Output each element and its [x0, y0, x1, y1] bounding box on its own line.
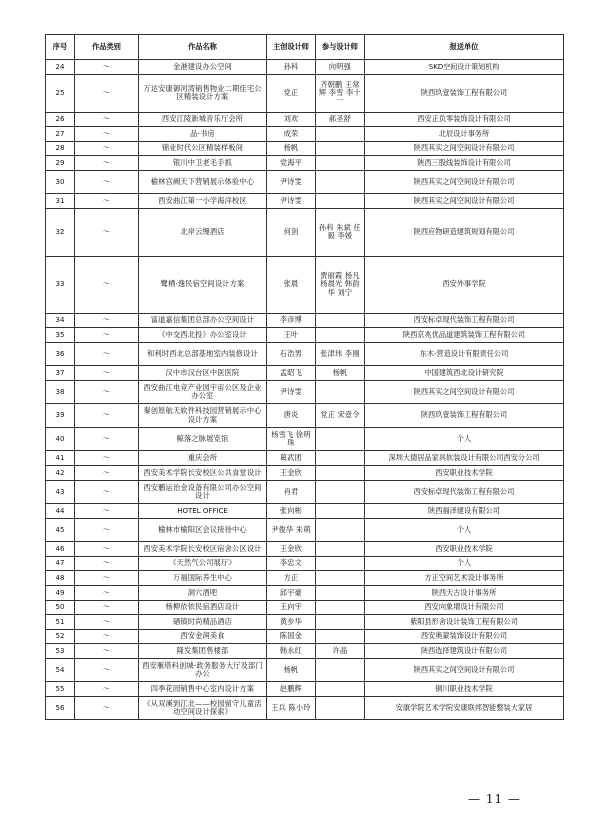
cell-title: 榆林宫阙天下营销展示体验中心	[139, 170, 267, 194]
table-row	[46, 427, 564, 451]
cell-designer: 葛武团	[267, 451, 316, 466]
cell-participants	[316, 427, 365, 451]
cell-category: ～	[75, 571, 139, 586]
cell-category: ～	[75, 518, 139, 542]
cell-title: 硒镇时尚精品酒店	[139, 615, 267, 630]
cell-unit: 方正空间艺术设计事务所	[365, 571, 564, 586]
table-row	[46, 585, 564, 600]
cell-title: 《中交西北投》办公室设计	[139, 328, 267, 343]
cell-designer: 孙科	[267, 60, 316, 75]
cell-title: 西安鹏运治金设备有限公司办公空间设计	[139, 480, 267, 504]
cell-no: 54	[46, 658, 75, 682]
cell-title: 品·书房	[139, 127, 267, 142]
cell-category: ～	[75, 194, 139, 209]
cell-designer: 肖君	[267, 480, 316, 504]
cell-unit: 西安标卓现代装饰工程有限公司	[365, 313, 564, 328]
cell-participants	[316, 380, 365, 404]
cell-participants	[316, 600, 365, 615]
cell-category: ～	[75, 141, 139, 156]
cell-category: ～	[75, 313, 139, 328]
cell-designer: 赵鹏辉	[267, 682, 316, 697]
header-designer: 主创设计师	[267, 35, 316, 60]
cell-title: 万福国际养生中心	[139, 571, 267, 586]
table-row	[46, 518, 564, 542]
cell-designer: 黄步华	[267, 615, 316, 630]
cell-participants	[316, 328, 365, 343]
cell-no: 48	[46, 571, 75, 586]
cell-participants: 向明强	[316, 60, 365, 75]
table-row	[46, 658, 564, 682]
cell-designer: 尹诗雯	[267, 194, 316, 209]
cell-participants	[316, 170, 365, 194]
cell-category: ～	[75, 112, 139, 127]
cell-no: 37	[46, 366, 75, 381]
page-number: — 11 —	[468, 792, 521, 806]
cell-unit: 个人	[365, 556, 564, 571]
cell-designer: 石浩男	[267, 342, 316, 366]
cell-designer: 刘欢	[267, 112, 316, 127]
cell-category: ～	[75, 328, 139, 343]
cell-unit: 西安职业技术学院	[365, 465, 564, 480]
cell-category: ～	[75, 585, 139, 600]
cell-participants	[316, 127, 365, 142]
cell-unit: 陕西福泽建设有限公司	[365, 504, 564, 519]
cell-category: ～	[75, 127, 139, 142]
table-row	[46, 256, 564, 313]
cell-no: 45	[46, 518, 75, 542]
table-row	[46, 141, 564, 156]
cell-unit: 陕西京兆优品道建筑装饰工程有限公司	[365, 328, 564, 343]
table-row	[46, 465, 564, 480]
cell-designer: 尹俊华 朱萌	[267, 518, 316, 542]
cell-category: ～	[75, 629, 139, 644]
cell-no: 26	[46, 112, 75, 127]
cell-participants	[316, 480, 365, 504]
cell-no: 33	[46, 256, 75, 313]
cell-participants: 党正 宋壹令	[316, 404, 365, 428]
table-row	[46, 542, 564, 557]
cell-participants: 杨帆	[316, 366, 365, 381]
cell-designer: 杨雪飞 徐明珠	[267, 427, 316, 451]
table-row	[46, 127, 564, 142]
cell-title: 汉中市汉台区中医医院	[139, 366, 267, 381]
cell-category: ～	[75, 156, 139, 171]
cell-unit: 陕西其实之间空间设计有限公司	[365, 380, 564, 404]
cell-participants: 孙科 朱斌 任毅 李媛	[316, 209, 365, 257]
cell-category: ～	[75, 427, 139, 451]
cell-title: 隆发集团售楼部	[139, 644, 267, 659]
table-row	[46, 380, 564, 404]
header-category: 作品类别	[75, 35, 139, 60]
table-row	[46, 209, 564, 257]
cell-participants	[316, 615, 365, 630]
cell-designer: 杨帆	[267, 141, 316, 156]
cell-title: 鲸落之脉展览馆	[139, 427, 267, 451]
cell-designer: 成荣	[267, 127, 316, 142]
table-row	[46, 342, 564, 366]
cell-no: 43	[46, 480, 75, 504]
awards-table	[45, 34, 564, 720]
cell-category: ～	[75, 682, 139, 697]
document-page	[45, 34, 563, 720]
cell-unit: 紫阳县形舍设计装饰工程有限公司	[365, 615, 564, 630]
cell-no: 27	[46, 127, 75, 142]
cell-designer: 尹诗雯	[267, 170, 316, 194]
cell-designer: 邱宇豪	[267, 585, 316, 600]
cell-designer: 方正	[267, 571, 316, 586]
cell-category: ～	[75, 600, 139, 615]
table-row	[46, 629, 564, 644]
cell-category: ～	[75, 60, 139, 75]
cell-category: ～	[75, 556, 139, 571]
table-row	[46, 600, 564, 615]
cell-no: 56	[46, 696, 75, 720]
table-row	[46, 404, 564, 428]
table-row	[46, 571, 564, 586]
cell-participants	[316, 629, 365, 644]
cell-participants: 张津玮 李刚	[316, 342, 365, 366]
cell-unit: 北辰设计事务所	[365, 127, 564, 142]
cell-participants	[316, 585, 365, 600]
cell-participants	[316, 465, 365, 480]
cell-title: 《天然气公司展厅》	[139, 556, 267, 571]
cell-no: 31	[46, 194, 75, 209]
cell-designer: 王金欣	[267, 465, 316, 480]
cell-participants: 贾丽霞 杨凡 杨晨光 韩韵华 刘宁	[316, 256, 365, 313]
cell-category: ～	[75, 504, 139, 519]
cell-title: 银川中卫老毛手抓	[139, 156, 267, 171]
cell-title: 西安美术学院长安校区宿舍公区设计	[139, 542, 267, 557]
cell-participants	[316, 141, 365, 156]
cell-category: ～	[75, 480, 139, 504]
cell-no: 32	[46, 209, 75, 257]
cell-title: 榆林市榆阳区会议接待中心	[139, 518, 267, 542]
cell-designer: 党海平	[267, 156, 316, 171]
cell-title: 锦业时代公区精装样板间	[139, 141, 267, 156]
cell-no: 50	[46, 600, 75, 615]
cell-designer: 唐炎	[267, 404, 316, 428]
table-row	[46, 556, 564, 571]
cell-title: 西安曲江第一小学海洋校区	[139, 194, 267, 209]
table-row	[46, 682, 564, 697]
cell-title: 重庆会所	[139, 451, 267, 466]
cell-title: 四季花园销售中心室内设计方案	[139, 682, 267, 697]
header-title: 作品名称	[139, 35, 267, 60]
cell-title: 洞穴酒吧	[139, 585, 267, 600]
cell-participants	[316, 542, 365, 557]
cell-unit: 陕西其实之间空间设计有限公司	[365, 194, 564, 209]
cell-no: 36	[46, 342, 75, 366]
cell-no: 55	[46, 682, 75, 697]
cell-no: 44	[46, 504, 75, 519]
cell-no: 29	[46, 156, 75, 171]
cell-no: 24	[46, 60, 75, 75]
cell-category: ～	[75, 658, 139, 682]
cell-participants: 郝圣舒	[316, 112, 365, 127]
cell-title: 秦创原航天软件科技园营销展示中心设计方案	[139, 404, 267, 428]
cell-designer: 何剑	[267, 209, 316, 257]
cell-unit: 陕西其实之间空间设计有限公司	[365, 658, 564, 682]
cell-category: ～	[75, 380, 139, 404]
cell-participants	[316, 504, 365, 519]
table-row	[46, 194, 564, 209]
cell-title: 和利时西北总部基地室内装修设计	[139, 342, 267, 366]
cell-no: 49	[46, 585, 75, 600]
cell-no: 51	[46, 615, 75, 630]
cell-participants: 齐朝鹏 王常辉 李雪 李十一	[316, 74, 365, 112]
cell-unit: 陕西其实之间空间设计有限公司	[365, 141, 564, 156]
cell-title: 富道嘉信集团总部办公空间设计	[139, 313, 267, 328]
table-row	[46, 328, 564, 343]
cell-participants	[316, 194, 365, 209]
cell-title: 北岸云缦酒店	[139, 209, 267, 257]
cell-unit: 陕西应物研造建筑规划有限公司	[365, 209, 564, 257]
header-participants: 参与设计师	[316, 35, 365, 60]
cell-no: 53	[46, 644, 75, 659]
cell-unit: 陕西玖壹装饰工程有限公司	[365, 404, 564, 428]
cell-no: 46	[46, 542, 75, 557]
cell-no: 40	[46, 427, 75, 451]
cell-unit: 个人	[365, 518, 564, 542]
cell-title: 杨柳依依民宿酒店设计	[139, 600, 267, 615]
table-header-row	[46, 35, 564, 60]
cell-unit: 西安正负零装饰设计有限公司	[365, 112, 564, 127]
cell-designer: 尹诗雯	[267, 380, 316, 404]
cell-title: HOTEL OFFICE	[139, 504, 267, 519]
cell-designer: 孟昭飞	[267, 366, 316, 381]
cell-designer: 张晨	[267, 256, 316, 313]
cell-participants	[316, 696, 365, 720]
cell-no: 35	[46, 328, 75, 343]
cell-unit: 西安标卓现代装饰工程有限公司	[365, 480, 564, 504]
cell-title: 西安金润美食	[139, 629, 267, 644]
cell-participants	[316, 556, 365, 571]
cell-category: ～	[75, 696, 139, 720]
cell-no: 42	[46, 465, 75, 480]
table-body	[46, 60, 564, 720]
cell-category: ～	[75, 342, 139, 366]
table-row	[46, 451, 564, 466]
cell-unit: 陕西天古设计事务所	[365, 585, 564, 600]
cell-participants	[316, 658, 365, 682]
cell-category: ～	[75, 366, 139, 381]
cell-title: 万达安康御河湾销售物业二期佳宅公区精装设计方案	[139, 74, 267, 112]
table-row	[46, 112, 564, 127]
table-row	[46, 696, 564, 720]
cell-category: ～	[75, 74, 139, 112]
cell-category: ～	[75, 615, 139, 630]
table-row	[46, 170, 564, 194]
cell-participants	[316, 571, 365, 586]
cell-no: 41	[46, 451, 75, 466]
cell-participants	[316, 682, 365, 697]
table-row	[46, 313, 564, 328]
cell-designer: 韩永红	[267, 644, 316, 659]
cell-title: 西安美术学院长安校区公共食堂设计	[139, 465, 267, 480]
cell-category: ～	[75, 256, 139, 313]
cell-no: 25	[46, 74, 75, 112]
cell-participants: 许晶	[316, 644, 365, 659]
cell-category: ～	[75, 170, 139, 194]
cell-designer: 李彦博	[267, 313, 316, 328]
cell-designer: 王向宇	[267, 600, 316, 615]
cell-no: 47	[46, 556, 75, 571]
table-row	[46, 366, 564, 381]
cell-title: 西安雁塔科创城-政务服务大厅及部门办公	[139, 658, 267, 682]
cell-category: ～	[75, 404, 139, 428]
cell-no: 28	[46, 141, 75, 156]
cell-designer: 陈国金	[267, 629, 316, 644]
cell-unit: 陕西其实之间空间设计有限公司	[365, 170, 564, 194]
cell-no: 30	[46, 170, 75, 194]
cell-designer: 党正	[267, 74, 316, 112]
cell-unit: 铜川职业技术学院	[365, 682, 564, 697]
table-row	[46, 480, 564, 504]
cell-no: 38	[46, 380, 75, 404]
cell-title: 西安江陵新城音乐厅会所	[139, 112, 267, 127]
cell-participants	[316, 156, 365, 171]
cell-designer: 李忠文	[267, 556, 316, 571]
table-row	[46, 615, 564, 630]
cell-no: 52	[46, 629, 75, 644]
cell-category: ～	[75, 451, 139, 466]
table-row	[46, 74, 564, 112]
cell-no: 34	[46, 313, 75, 328]
cell-unit: 个人	[365, 427, 564, 451]
cell-participants	[316, 518, 365, 542]
cell-participants	[316, 313, 365, 328]
cell-category: ～	[75, 542, 139, 557]
header-no: 序号	[46, 35, 75, 60]
cell-unit: 深圳大德居品家具软装设计有限公司西安分公司	[365, 451, 564, 466]
cell-designer: 王金欣	[267, 542, 316, 557]
cell-title: 鹭栖·逸民宿空间设计方案	[139, 256, 267, 313]
cell-designer: 王兵 陈小玲	[267, 696, 316, 720]
cell-category: ～	[75, 465, 139, 480]
cell-unit: 西安向象增设计有限公司	[365, 600, 564, 615]
cell-unit: 安康学院艺术学院安康联邦智能整装大家居	[365, 696, 564, 720]
cell-unit: 陕西玖壹装饰工程有限公司	[365, 74, 564, 112]
cell-unit: SKD空间设计策划机构	[365, 60, 564, 75]
cell-category: ～	[75, 644, 139, 659]
table-row	[46, 60, 564, 75]
cell-designer: 王叶	[267, 328, 316, 343]
header-unit: 报送单位	[365, 35, 564, 60]
cell-category: ～	[75, 209, 139, 257]
cell-title: 西安曲江电竞产业园宇宙公区及企业办公室	[139, 380, 267, 404]
cell-unit: 西安职业技术学院	[365, 542, 564, 557]
cell-designer: 张向彬	[267, 504, 316, 519]
cell-designer: 杨帆	[267, 658, 316, 682]
cell-title: 金港建设办公空间	[139, 60, 267, 75]
cell-unit: 东木·营造设计有限责任公司	[365, 342, 564, 366]
cell-no: 39	[46, 404, 75, 428]
table-row	[46, 644, 564, 659]
cell-unit: 陕西选择建筑设计有限公司	[365, 644, 564, 659]
cell-unit: 陕西三股线装饰设计有限公司	[365, 156, 564, 171]
cell-unit: 西安外事学院	[365, 256, 564, 313]
cell-participants	[316, 451, 365, 466]
cell-title: 《从双溪到江北——校园留守儿童活动空间设计探索》	[139, 696, 267, 720]
cell-unit: 中国建筑西北设计研究院	[365, 366, 564, 381]
cell-unit: 西安奥蒙装饰设计有限公司	[365, 629, 564, 644]
table-row	[46, 156, 564, 171]
table-row	[46, 504, 564, 519]
